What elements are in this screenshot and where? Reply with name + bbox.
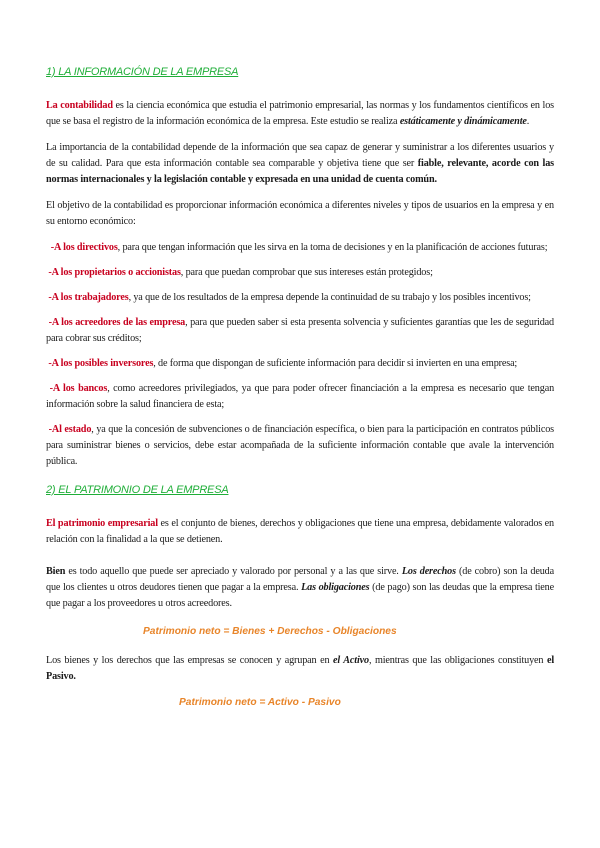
bold-term: Los derechos — [401, 566, 456, 577]
bold-phrase: estáticamente y dinámicamente — [399, 116, 527, 127]
list-item-estado — [46, 422, 554, 470]
term-contabilidad: La contabilidad — [46, 100, 113, 111]
item-lead: -A los propietarios o accionistas — [46, 267, 181, 278]
bold-term: Las obligaciones — [301, 582, 370, 593]
section-1-heading: 1) LA INFORMACIÓN DE LA EMPRESA — [46, 66, 239, 78]
item-lead: -A los acreedores de las empresa — [46, 317, 186, 328]
list-item-inversores — [46, 356, 554, 372]
paragraph-text: es todo aquello que puede ser apreciado y valorado por personal y a las que sirve. — [65, 566, 402, 577]
paragraph-objetivo: El objetivo de la contabilidad es proporcionar información económica a diferentes niveles y tipos de usuarios en la empresa y en su entorno económico: — [46, 200, 554, 227]
document-page — [46, 66, 554, 724]
paragraph-importancia — [46, 140, 554, 188]
paragraph-text: (de pago) son las deudas que la empresa tiene que pagar a los proveedores u otros acreedores. — [46, 582, 554, 609]
formula-patrimonio-neto-1: Patrimonio neto = Bienes + Derechos - Obligaciones — [143, 626, 397, 637]
paragraph-text: (de cobro) son la deuda que los clientes u otros deudores tienen que pagar a la empresa. — [46, 566, 554, 593]
paragraph-text: es el conjunto de bienes, derechos y obligaciones que tiene una empresa, debidamente valorados en relación con la finalidad a la que se detienen. — [46, 518, 554, 545]
list-item-trabajadores — [46, 290, 554, 306]
list-item-bancos — [46, 381, 554, 413]
item-lead: -A los directivos — [46, 242, 118, 253]
paragraph-contabilidad — [46, 98, 554, 130]
item-text: , de forma que dispongan de suficiente información para decidir si invierten en una empresa; — [153, 358, 518, 369]
item-text: , ya que de los resultados de la empresa depende la continuidad de su trabajo y los posibles incentivos; — [128, 292, 531, 303]
paragraph-patrimonio — [46, 516, 554, 548]
paragraph-text: Los bienes y los derechos que las empresas se conocen y agrupan en — [46, 655, 333, 666]
list-item-propietarios — [46, 265, 554, 281]
bold-term: el Pasivo. — [46, 655, 555, 682]
item-text: , como acreedores privilegiados, ya que para poder ofrecer financiación a la empresa es necesario que tengan información sobre la salud financiera de esta; — [46, 383, 555, 410]
list-item-directivos — [46, 240, 554, 256]
bold-term: el Activo — [333, 655, 369, 666]
item-text: , para que tengan información que les sirva en la toma de decisiones y en la planificación de acciones futuras; — [117, 242, 548, 253]
paragraph-bienes-derechos — [46, 564, 554, 612]
paragraph-text: , mientras que las obligaciones constituyen — [368, 655, 547, 666]
item-lead: -A los posibles inversores — [46, 358, 154, 369]
item-text: , para que puedan comprobar que sus intereses están protegidos; — [180, 267, 433, 278]
term-patrimonio: El patrimonio empresarial — [46, 518, 158, 529]
item-text: , para que pueden saber si esta presenta solvencia y suficientes garantías que les de seguridad para cobrar sus créditos; — [46, 317, 555, 344]
item-lead: -Al estado — [46, 424, 92, 435]
item-text: , ya que la concesión de subvenciones o de financiación específica, o bien para la participación en contratos públicos para suministrar bienes o servicios, debe estar acompañada de la suficiente información contable que avale la intervención pública. — [46, 424, 554, 467]
list-item-acreedores — [46, 315, 554, 347]
paragraph-text: es la ciencia económica que estudia el patrimonio empresarial, las normas y los fundamentos científicos en los que se basa el registro de la información económica de la empresa. Este estudio se realiza — [46, 100, 554, 127]
paragraph-end: . — [526, 116, 530, 127]
bold-phrase: fiable, relevante, acorde con las normas internacionales y la legislación contable y expresada en una unidad de cuenta común. — [46, 158, 554, 185]
formula-patrimonio-neto-2: Patrimonio neto = Activo - Pasivo — [179, 697, 341, 708]
item-lead: -A los trabajadores — [46, 292, 129, 303]
paragraph-activo-pasivo — [46, 653, 554, 685]
section-2-heading: 2) EL PATRIMONIO DE LA EMPRESA — [46, 484, 229, 496]
paragraph-text: La importancia de la contabilidad depende de la información que sea capaz de generar y suministrar a los diferentes usuarios y de su calidad. Para que esta información contable sea comparable y objetiva tiene que ser — [46, 142, 554, 169]
item-lead: -A los bancos — [46, 383, 108, 394]
bold-term: Bien — [46, 566, 66, 577]
